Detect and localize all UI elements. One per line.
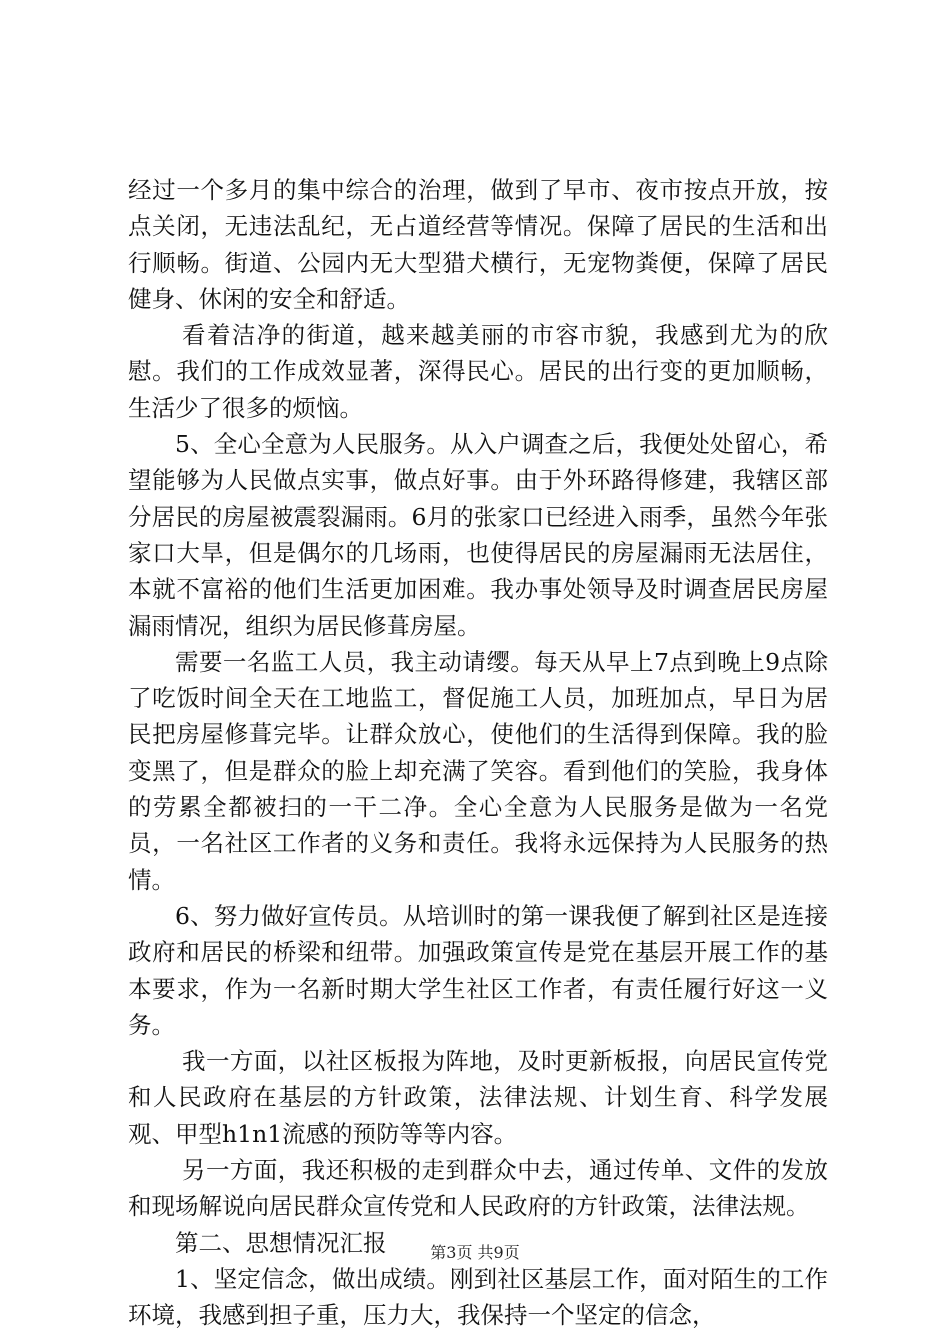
- paragraph-publicity: 6、努力做好宣传员。从培训时的第一课我便了解到社区是连接政府和居民的桥梁和纽带。加强政策宣传是党在基层开展工作的基本要求，作为一名新时期大学生社区工作者，有责任履行好这一义务。: [128, 901, 828, 1039]
- paragraph-serve-people: 5、全心全意为人民服务。从入户调查之后，我便处处留心，希望能够为人民做点实事，做点好事。由于外环路得修建，我辖区部分居民的房屋被震裂漏雨。6月的张家口已经进入雨季，虽然今年张家口大旱，但是偶尔的几场雨，也使得居民的房屋漏雨无法居住，本就不富裕的他们生活更加困难。我办事处领导及时调查居民房屋漏雨情况，组织为居民修葺房屋。: [128, 430, 828, 640]
- paragraph-governance-results: 经过一个多月的集中综合的治理，做到了早市、夜市按点开放，按点关闭，无违法乱纪，无占道经营等情况。保障了居民的生活和出行顺畅。街道、公园内无大型猎犬横行，无宠物粪便，保障了居民健身、休闲的安全和舒适。: [128, 176, 828, 313]
- document-body: [128, 172, 828, 1334]
- section-heading-thoughts: 第二、思想情况汇报: [175, 1228, 387, 1257]
- paragraph-clean-streets: 看着洁净的街道，越来越美丽的市容市貌，我感到尤为的欣慰。我们的工作成效显著，深得民心。居民的出行变的更加顺畅，生活少了很多的烦恼。: [128, 321, 828, 422]
- paragraph-blackboard: 我一方面，以社区板报为阵地，及时更新板报，向居民宣传党和人民政府在基层的方针政策，法律法规、计划生育、科学发展观、甲型h1n1流感的预防等等内容。: [128, 1047, 828, 1148]
- paragraph-firm-belief: 1、坚定信念，做出成绩。刚到社区基层工作，面对陌生的工作环境，我感到担子重，压力大，我保持一个坚定的信念，: [128, 1264, 828, 1330]
- paragraph-supervisor: 需要一名监工人员，我主动请缨。每天从早上7点到晚上9点除了吃饭时间全天在工地监工，督促施工人员，加班加点，早日为居民把房屋修葺完毕。让群众放心，使他们的生活得到保障。我的脸变黑了，但是群众的脸上却充满了笑容。看到他们的笑脸，我身体的劳累全都被扫的一干二净。全心全意为人民服务是做为一名党员，一名社区工作者的义务和责任。我将永远保持为人民服务的热情。: [128, 647, 828, 894]
- paragraph-outreach: 另一方面，我还积极的走到群众中去，通过传单、文件的发放和现场解说向居民群众宣传党和人民政府的方针政策，法律法规。: [128, 1156, 828, 1221]
- page-number-footer: 第3页 共9页: [430, 1243, 520, 1262]
